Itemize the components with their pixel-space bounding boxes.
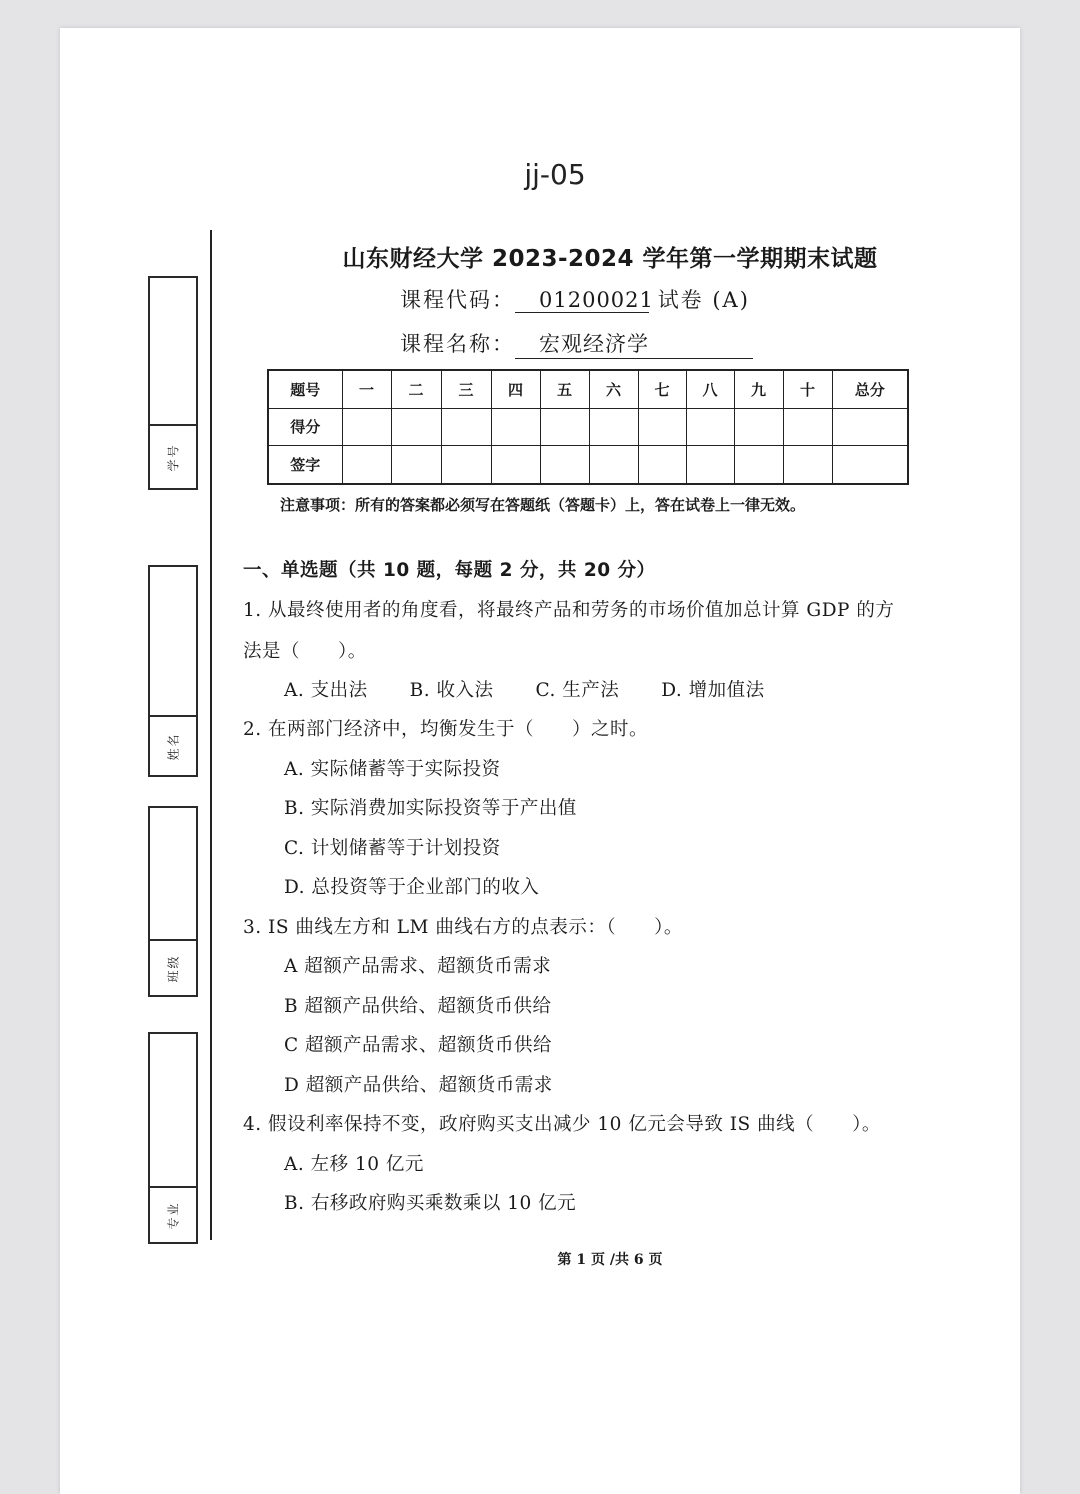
score-header-cell: 七 [638,370,686,408]
score-header-cell: 二 [391,370,441,408]
score-header-cell: 八 [686,370,734,408]
score-cell[interactable] [638,408,686,445]
name-box[interactable] [148,565,198,777]
question-1-option: D. 增加值法 [661,680,765,701]
signature-cell[interactable] [734,446,783,484]
signature-cell[interactable] [540,446,589,484]
signature-cell[interactable] [391,446,441,484]
class-box[interactable] [148,806,198,997]
score-header-cell: 四 [491,370,540,408]
score-row-label: 得分 [268,408,342,445]
course-name-row [400,328,753,359]
name-label: 姓名 [166,731,181,761]
question-1-option: B. 收入法 [409,680,494,701]
course-code-value: 01200021 [515,288,649,313]
score-cell[interactable] [342,408,391,445]
question-3-stem: 3. IS 曲线左方和 LM 曲线右方的点表示：（ ）。 [243,917,683,938]
question-2-option: C. 计划储蓄等于计划投资 [284,838,501,859]
signature-cell[interactable] [491,446,540,484]
score-table [267,369,909,485]
score-cell[interactable] [540,408,589,445]
major-label: 专业 [166,1200,181,1230]
score-header-cell: 十 [783,370,832,408]
score-cell[interactable] [441,408,491,445]
signature-cell[interactable] [783,446,832,484]
score-table-header-row [268,370,908,408]
score-cell[interactable] [589,408,638,445]
score-cell[interactable] [734,408,783,445]
question-4-stem: 4. 假设利率保持不变，政府购买支出减少 10 亿元会导致 IS 曲线（ ）。 [243,1114,881,1135]
signature-cell[interactable] [342,446,391,484]
course-name-value: 宏观经济学 [515,328,753,359]
question-2-option: B. 实际消费加实际投资等于产出值 [284,798,577,819]
course-name-label: 课程名称： [400,332,515,356]
score-cell[interactable] [783,408,832,445]
score-table-row [268,408,908,445]
binding-line [210,230,212,1240]
student-id-label: 学号 [166,442,181,472]
paper-code-label: jj-05 [524,158,586,191]
section-heading: 一、单选题（共 10 题，每题 2 分，共 20 分） [243,560,656,581]
class-label: 班级 [166,953,181,983]
signature-cell[interactable] [589,446,638,484]
score-table-row [268,446,908,484]
question-1-stem-cont: 法是（ ）。 [243,641,367,662]
score-cell[interactable] [391,408,441,445]
paper-version-label: 试卷 (A) [657,288,750,312]
question-1-options [284,676,765,702]
exam-notice: 注意事项：所有的答案都必须写在答题纸（答题卡）上，答在试卷上一律无效。 [280,496,806,514]
question-1-option: C. 生产法 [535,680,620,701]
score-header-cell: 总分 [832,370,908,408]
signature-cell[interactable] [638,446,686,484]
score-header-cell: 九 [734,370,783,408]
score-header-cell: 题号 [268,370,342,408]
course-code-label: 课程代码： [400,288,515,312]
score-row-label: 签字 [268,446,342,484]
page-footer: 第 1 页 /共 6 页 [557,1252,663,1268]
question-1-stem: 1. 从最终使用者的角度看，将最终产品和劳务的市场价值加总计算 GDP 的方 [243,600,895,621]
course-code-row [400,284,750,314]
student-id-box[interactable] [148,276,198,490]
signature-cell[interactable] [686,446,734,484]
score-cell[interactable] [832,408,908,445]
score-cell[interactable] [686,408,734,445]
major-box[interactable] [148,1032,198,1244]
signature-cell[interactable] [832,446,908,484]
question-3-option: D 超额产品供给、超额货币需求 [284,1075,553,1096]
exam-title: 山东财经大学 2023-2024 学年第一学期期末试题 [342,246,878,272]
score-header-cell: 三 [441,370,491,408]
score-cell[interactable] [491,408,540,445]
question-2-stem: 2. 在两部门经济中，均衡发生于（ ）之时。 [243,719,649,740]
question-3-option: A 超额产品需求、超额货币需求 [284,956,552,977]
score-header-cell: 六 [589,370,638,408]
score-header-cell: 五 [540,370,589,408]
question-1-option: A. 支出法 [284,680,368,701]
question-3-option: C 超额产品需求、超额货币供给 [284,1035,553,1056]
question-3-option: B 超额产品供给、超额货币供给 [284,996,552,1017]
score-header-cell: 一 [342,370,391,408]
signature-cell[interactable] [441,446,491,484]
question-4-option: B. 右移政府购买乘数乘以 10 亿元 [284,1193,577,1214]
question-2-option: D. 总投资等于企业部门的收入 [284,877,540,898]
question-2-option: A. 实际储蓄等于实际投资 [284,759,501,780]
question-4-option: A. 左移 10 亿元 [284,1154,424,1175]
